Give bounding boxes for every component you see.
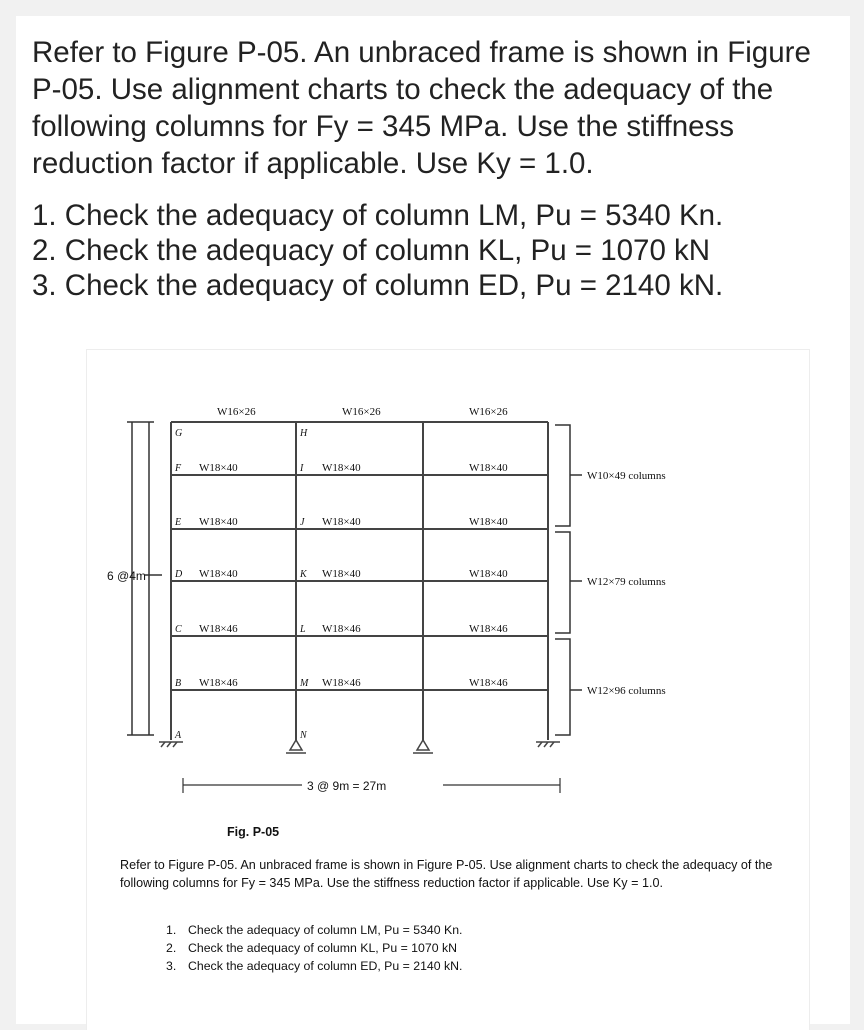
- svg-text:J: J: [300, 517, 305, 528]
- svg-text:F: F: [175, 463, 182, 474]
- question-item-1: 1. Check the adequacy of column LM, Pu = 5340 Kn.: [32, 199, 724, 232]
- figure-question-list: [166, 921, 462, 975]
- svg-text:C: C: [175, 624, 182, 635]
- roof-beam-1: W16×26: [217, 406, 256, 418]
- figure-question-item-1: 1. Check the adequacy of column LM, Pu = 5340 Kn.: [166, 923, 463, 937]
- question-intro: Refer to Figure P-05. An unbraced frame is shown in Figure P-05. Use alignment charts to check the adequacy of the following columns for Fy = 345 MPa. Use the stiffness reduction factor if applicable. Use Ky = 1.0.: [32, 36, 811, 180]
- column-group-1: W10×49 columns: [587, 470, 666, 482]
- svg-text:M: M: [300, 678, 309, 689]
- roof-beam-labels: [217, 406, 508, 418]
- svg-text:W18×46: W18×46: [199, 623, 238, 635]
- floor-beam-labels: [199, 462, 508, 689]
- svg-text:E: E: [175, 517, 182, 528]
- svg-text:W18×40: W18×40: [469, 516, 508, 528]
- svg-text:W18×40: W18×40: [469, 568, 508, 580]
- span-label: 3 @ 9m = 27m: [307, 779, 387, 793]
- svg-text:W18×40: W18×40: [199, 462, 238, 474]
- svg-text:W18×40: W18×40: [322, 462, 361, 474]
- figure-question-item-3: 3. Check the adequacy of column ED, Pu = 2140 kN.: [166, 959, 463, 973]
- question-item-3: 3. Check the adequacy of column ED, Pu = 2140 kN.: [32, 269, 724, 302]
- svg-text:A: A: [175, 730, 182, 741]
- supports: [159, 740, 560, 753]
- roof-beam-3: W16×26: [469, 406, 508, 418]
- svg-text:B: B: [175, 678, 182, 689]
- svg-text:W18×40: W18×40: [199, 516, 238, 528]
- svg-text:W18×46: W18×46: [469, 623, 508, 635]
- svg-text:W18×40: W18×40: [322, 516, 361, 528]
- column-group-3: W12×96 columns: [587, 685, 666, 697]
- column-group-2: W12×79 columns: [587, 576, 666, 588]
- figure-caption: Fig. P-05: [227, 825, 280, 839]
- svg-text:W18×46: W18×46: [322, 623, 361, 635]
- question-item-2: 2. Check the adequacy of column KL, Pu = 1070 kN: [32, 234, 711, 267]
- svg-text:L: L: [300, 624, 306, 635]
- svg-text:W18×40: W18×40: [199, 568, 238, 580]
- svg-text:I: I: [300, 463, 304, 474]
- svg-text:W18×46: W18×46: [469, 677, 508, 689]
- figure-question-item-2: 2. Check the adequacy of column KL, Pu = 1070 kN: [166, 941, 457, 955]
- figure-question-text: Refer to Figure P-05. An unbraced frame is shown in Figure P-05. Use alignment charts to check the adequacy of the following columns for Fy = 345 MPa. Use the stiffness reduction factor if applicable. Use Ky = 1.0.: [120, 858, 773, 890]
- svg-text:K: K: [300, 569, 307, 580]
- svg-text:H: H: [300, 428, 308, 439]
- height-label: 6 @4m: [107, 569, 146, 583]
- svg-text:W18×46: W18×46: [199, 677, 238, 689]
- question-list: [32, 198, 832, 303]
- svg-text:W18×40: W18×40: [322, 568, 361, 580]
- svg-text:N: N: [300, 730, 307, 741]
- svg-text:D: D: [175, 569, 183, 580]
- svg-text:W18×40: W18×40: [469, 462, 508, 474]
- question-card: [16, 16, 850, 1024]
- svg-text:G: G: [175, 428, 183, 439]
- column-group-brackets: [555, 425, 582, 735]
- roof-beam-2: W16×26: [342, 406, 381, 418]
- svg-text:W18×46: W18×46: [322, 677, 361, 689]
